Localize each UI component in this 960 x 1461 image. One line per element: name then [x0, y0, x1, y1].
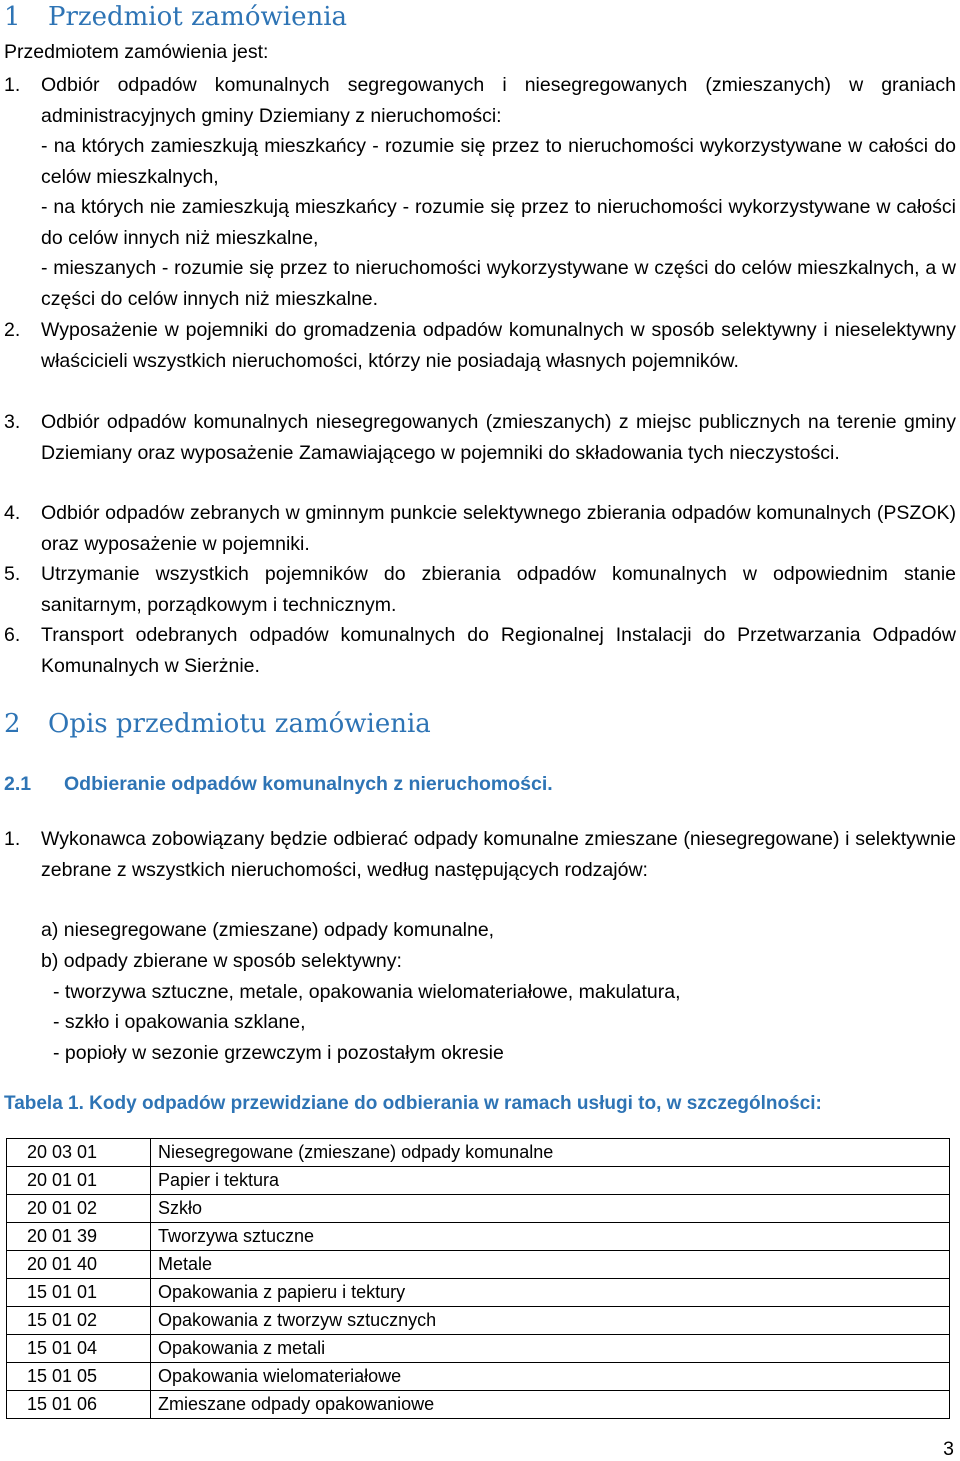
waste-code: 15 01 06 [7, 1391, 151, 1419]
section-1-intro: Przedmiotem zamówienia jest: [4, 41, 269, 63]
item-number: 2. [4, 319, 21, 341]
waste-name: Szkło [151, 1195, 950, 1223]
section-1-item-3 [4, 407, 956, 468]
item-text: Wyposażenie w pojemniki do gromadzenia odpadów komunalnych w sposób selektywny i nieselektywny właścicieli wszystkich nieruchomości, którzy nie posiadają własnych pojemników. [41, 319, 956, 372]
item-line: - mieszanych - rozumie się przez to nieruchomości wykorzystywane w części do celów mieszkalnych, a w części do celów innych niż mieszkalne. [41, 257, 956, 310]
section-1-item-5 [4, 559, 956, 620]
page-number: 3 [943, 1438, 954, 1460]
table-row [7, 1279, 950, 1307]
waste-codes-table [6, 1138, 950, 1419]
item-text: Odbiór odpadów komunalnych niesegregowanych (zmieszanych) z miejsc publicznych na terenie gminy Dziemiany oraz wyposażenie Zamawiającego w pojemniki do składowania tych nieczystości. [41, 411, 956, 464]
list-item: a) niesegregowane (zmieszane) odpady komunalne, [41, 919, 495, 941]
item-number: 4. [4, 502, 21, 524]
section-1-item-4 [4, 498, 956, 559]
section-2-heading [4, 707, 431, 741]
section-1-title: Przedmiot zamówienia [48, 2, 348, 32]
subsection-heading [4, 769, 553, 799]
table-row [7, 1139, 950, 1167]
waste-name: Opakowania z papieru i tektury [151, 1279, 950, 1307]
item-text: Utrzymanie wszystkich pojemników do zbierania odpadów komunalnych w odpowiednim stanie sanitarnym, porządkowym i technicznym. [41, 563, 956, 616]
item-body [41, 70, 956, 314]
waste-code: 20 01 40 [7, 1251, 151, 1279]
list-item: - tworzywa sztuczne, metale, opakowania wielomateriałowe, makulatura, [53, 981, 681, 1003]
subsection-title: Odbieranie odpadów komunalnych z nieruchomości. [64, 773, 553, 795]
waste-code: 15 01 02 [7, 1307, 151, 1335]
waste-code: 20 01 01 [7, 1167, 151, 1195]
waste-code: 20 03 01 [7, 1139, 151, 1167]
section-1-number: 1 [4, 2, 21, 32]
section-1-item-6 [4, 620, 956, 681]
list-item: b) odpady zbierane w sposób selektywny: [41, 950, 402, 972]
waste-name: Opakowania z tworzyw sztucznych [151, 1307, 950, 1335]
item-number: 1. [4, 828, 21, 850]
section-1-heading [4, 0, 347, 34]
item-text: Wykonawca zobowiązany będzie odbierać odpady komunalne zmieszane (niesegregowane) i selektywnie zebrane z wszystkich nieruchomości, według następujących rodzajów: [41, 828, 956, 881]
table-row [7, 1195, 950, 1223]
item-number: 1. [4, 74, 21, 96]
waste-name: Metale [151, 1251, 950, 1279]
item-text: Odbiór odpadów zebranych w gminnym punkcie selektywnego zbierania odpadów komunalnych (PSZOK) oraz wyposażenie w pojemniki. [41, 502, 956, 555]
section-2-title: Opis przedmiotu zamówienia [48, 709, 431, 739]
item-text: Transport odebranych odpadów komunalnych do Regionalnej Instalacji do Przetwarzania Odpadów Komunalnych w Sierżnie. [41, 624, 956, 677]
waste-code: 15 01 04 [7, 1335, 151, 1363]
item-line: - na których nie zamieszkują mieszkańcy - rozumie się przez to nieruchomości wykorzystywane w całości do celów innych niż mieszkalne, [41, 196, 956, 249]
section-2-item-1 [4, 824, 956, 885]
waste-name: Zmieszane odpady opakowaniowe [151, 1391, 950, 1419]
item-line: - na których zamieszkują mieszkańcy - rozumie się przez to nieruchomości wykorzystywane w całości do celów mieszkalnych, [41, 135, 956, 188]
waste-code: 20 01 02 [7, 1195, 151, 1223]
waste-name: Papier i tektura [151, 1167, 950, 1195]
table-row [7, 1307, 950, 1335]
waste-name: Opakowania wielomateriałowe [151, 1363, 950, 1391]
list-item: - popioły w sezonie grzewczym i pozostałym okresie [53, 1042, 504, 1064]
table-caption: Tabela 1. Kody odpadów przewidziane do odbierania w ramach usługi to, w szczególności: [4, 1093, 822, 1114]
waste-name: Niesegregowane (zmieszane) odpady komunalne [151, 1139, 950, 1167]
waste-name: Opakowania z metali [151, 1335, 950, 1363]
item-number: 6. [4, 624, 21, 646]
item-number: 5. [4, 563, 21, 585]
item-line: Odbiór odpadów komunalnych segregowanych i niesegregowanych (zmieszanych) w graniach administracyjnych gminy Dziemiany z nieruchomości: [41, 74, 956, 127]
subsection-number: 2.1 [4, 773, 32, 795]
waste-code: 15 01 01 [7, 1279, 151, 1307]
section-1-item-1 [4, 70, 956, 314]
table-row [7, 1251, 950, 1279]
table-row [7, 1335, 950, 1363]
table-row [7, 1391, 950, 1419]
waste-name: Tworzywa sztuczne [151, 1223, 950, 1251]
section-1-item-2 [4, 315, 956, 376]
table-row [7, 1167, 950, 1195]
waste-code: 20 01 39 [7, 1223, 151, 1251]
table-row [7, 1223, 950, 1251]
item-number: 3. [4, 411, 21, 433]
table-row [7, 1363, 950, 1391]
waste-code: 15 01 05 [7, 1363, 151, 1391]
section-2-number: 2 [4, 709, 21, 739]
list-item: - szkło i opakowania szklane, [53, 1011, 306, 1033]
